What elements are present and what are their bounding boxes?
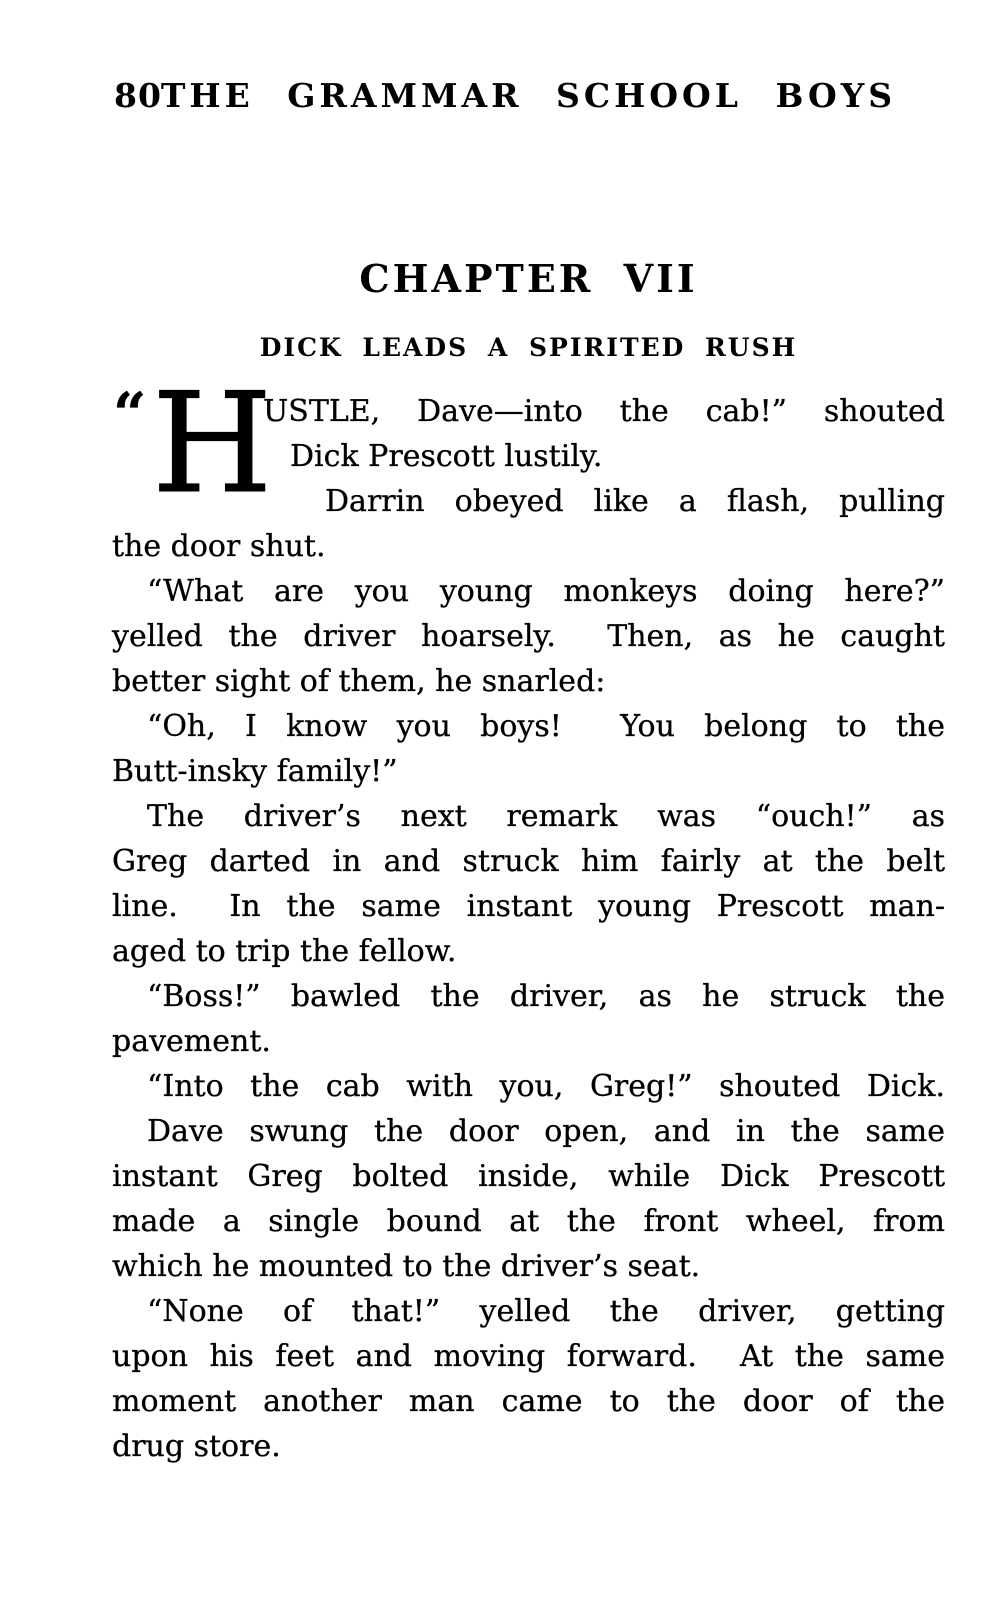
chapter-heading: CHAPTER VII	[359, 256, 698, 301]
body-line: made a single bound at the front wheel, from	[112, 1204, 945, 1239]
body-line: “Into the cab with you, Greg!” shouted Dick.	[147, 1069, 945, 1104]
body-line: line. In the same instant young Prescott man-	[112, 889, 945, 924]
body-line: which he mounted to the driver’s seat.	[112, 1249, 701, 1284]
body-line: Darrin obeyed like a flash, pulling	[325, 484, 945, 519]
body-line: better sight of them, he snarled:	[112, 664, 606, 699]
body-line: Butt-insky family!”	[112, 754, 398, 789]
running-header	[112, 78, 945, 114]
drop-cap-open-quote: “	[113, 380, 147, 448]
body-line: instant Greg bolted inside, while Dick Prescott	[112, 1159, 945, 1194]
body-line: moment another man came to the door of the	[112, 1384, 945, 1419]
body-line: “None of that!” yelled the driver, getting	[147, 1294, 945, 1329]
body-line: yelled the driver hoarsely. Then, as he caught	[112, 619, 945, 654]
body-line: “What are you young monkeys doing here?”	[147, 574, 945, 609]
body-line: Greg darted in and struck him fairly at the belt	[112, 844, 945, 879]
body-line: “Boss!” bawled the driver, as he struck the	[147, 979, 945, 1014]
body-line: The driver’s next remark was “ouch!” as	[147, 799, 945, 834]
body-line: “Oh, I know you boys! You belong to the	[147, 709, 945, 744]
drop-cap-letter: H	[152, 363, 273, 524]
running-title: THE GRAMMAR SCHOOL BOYS	[160, 76, 897, 115]
body-line: USTLE, Dave—into the cab!” shouted	[263, 394, 945, 429]
chapter-subtitle: DICK LEADS A SPIRITED RUSH	[259, 333, 798, 362]
body-line: drug store.	[112, 1429, 281, 1464]
body-line: aged to trip the fellow.	[112, 934, 457, 969]
body-line: pavement.	[112, 1024, 271, 1059]
body-line: the door shut.	[112, 529, 326, 564]
body-line: Dick Prescott lustily.	[290, 439, 603, 474]
body-line: Dave swung the door open, and in the same	[147, 1114, 945, 1149]
page-number: 80	[114, 76, 162, 115]
body-text	[112, 363, 945, 1469]
body-line: upon his feet and moving forward. At the same	[112, 1339, 945, 1374]
